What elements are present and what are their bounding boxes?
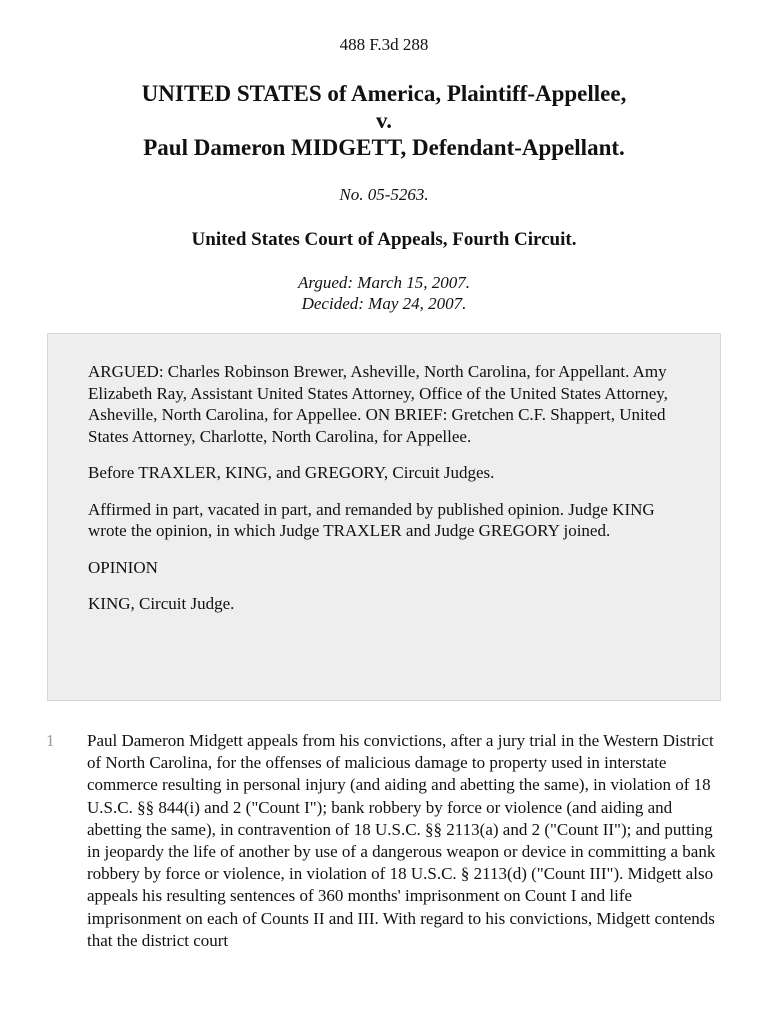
paragraph-number: 1 — [46, 731, 55, 750]
case-title-versus: v. — [376, 108, 392, 133]
case-title-plaintiff: UNITED STATES of America, Plaintiff-Appellee, — [141, 81, 627, 106]
case-citation: 488 F.3d 288 — [339, 35, 429, 54]
syllabus-box — [47, 333, 721, 701]
opinion-heading: OPINION — [88, 557, 158, 577]
case-dates — [0, 272, 768, 314]
counsel-paragraph: ARGUED: Charles Robinson Brewer, Asheville, North Carolina, for Appellant. Amy Elizabeth Ray, Assistant United States Attorney, Office of the United States Attorney, Asheville, North Carolina, for Appellee. ON BRIEF: Gretchen C.F. Shappert, United States Attorney, Charlotte, North Carolina, for Appellee. — [88, 362, 668, 446]
case-title-defendant: Paul Dameron MIDGETT, Defendant-Appellant. — [143, 135, 625, 160]
decided-date: Decided: May 24, 2007. — [301, 294, 467, 313]
argued-date: Argued: March 15, 2007. — [297, 273, 471, 292]
case-title — [0, 80, 768, 161]
panel-paragraph: Before TRAXLER, KING, and GREGORY, Circuit Judges. — [88, 463, 495, 482]
disposition-paragraph: Affirmed in part, vacated in part, and remanded by published opinion. Judge KING wrote the opinion, in which Judge TRAXLER and Judge GREGORY joined. — [88, 499, 655, 540]
paragraph-text: Paul Dameron Midgett appeals from his convictions, after a jury trial in the Western District of North Carolina, for the offenses of malicious damage to property used in interstate commerce resulting in personal injury (and aiding and abetting the same), in violation of 18 U.S.C. §§ 844(i) and 2 ("Count I"); bank robbery by force or violence (and aiding and abetting the same), in contravention of 18 U.S.C. §§ 2113(a) and 2 ("Count II"); and putting in jeopardy the life of another by use of a dangerous weapon or device in committing a bank robbery by force or violence, in violation of 18 U.S.C. § 2113(d) ("Count III"). Midgett also appeals his resulting sentences of 360 months' imprisonment on Count I and life imprisonment on each of Counts II and III. With regard to his convictions, Midgett contends that the district court — [87, 731, 716, 950]
court-name: United States Court of Appeals, Fourth Circuit. — [191, 229, 577, 250]
opinion-author: KING, Circuit Judge. — [88, 594, 235, 613]
docket-number: No. 05-5263. — [339, 185, 429, 204]
